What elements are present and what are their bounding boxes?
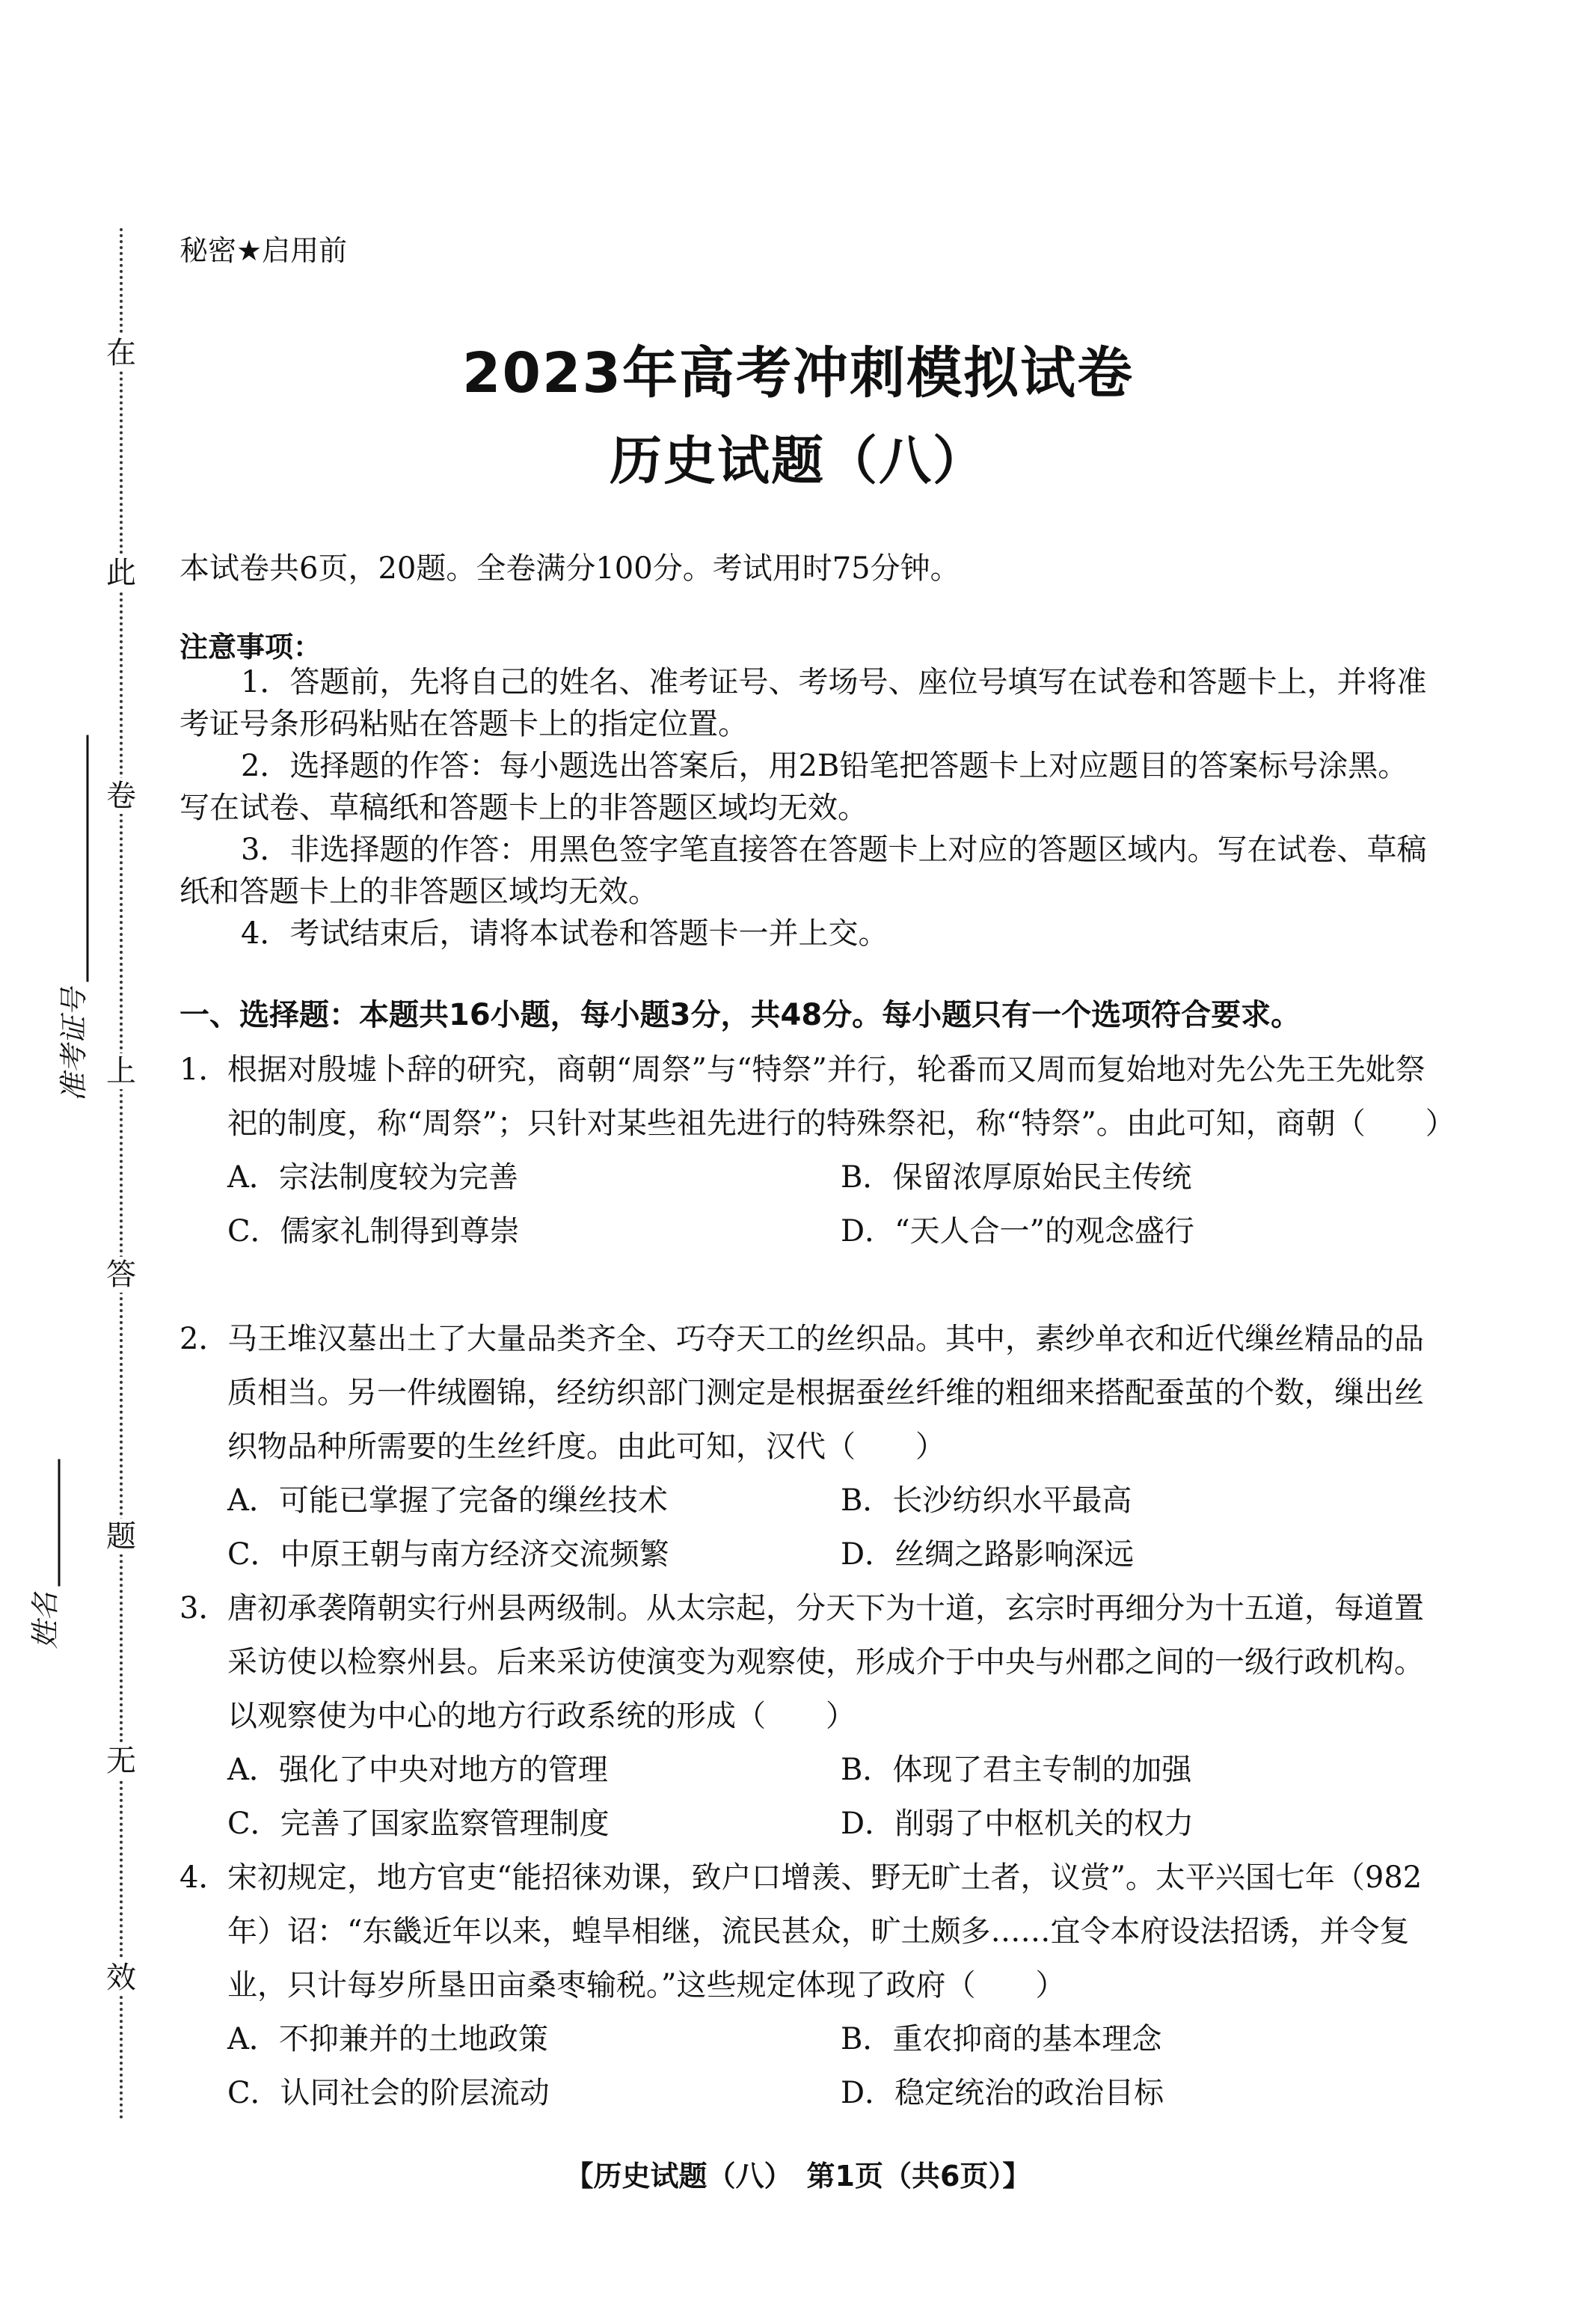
exam-id-line (64, 735, 89, 981)
name-label: 姓名 (28, 1592, 62, 1649)
option-a: A．宗法制度较为完善 (227, 1160, 518, 1195)
option-c: C．认同社会的阶层流动 (227, 2076, 550, 2110)
question-3 (179, 1581, 1443, 1851)
option-d: D．稳定统治的政治目标 (841, 2076, 1164, 2110)
notice-item-1: 1．答题前，先将自己的姓名、准考证号、考场号、座位号填写在试卷和答题卡上，并将准考证号条形码粘贴在答题卡上的指定位置。 (179, 665, 1427, 741)
margin-char-8: 效 (106, 1961, 136, 1995)
page-footer: 【历史试题（八） 第1页（共6页）】 (565, 2160, 1031, 2193)
exam-subtitle: 历史试题（八） (610, 430, 986, 491)
question-number: 4． (179, 1860, 229, 1895)
margin-char-6: 题 (106, 1519, 136, 1554)
question-number: 2． (179, 1322, 229, 1356)
binding-dotted-line (120, 228, 123, 2121)
option-d: D．“天人合一”的观念盛行 (841, 1214, 1194, 1249)
question-1 (179, 1043, 1455, 1258)
name-line (36, 1459, 61, 1586)
margin-char-5: 答 (106, 1257, 136, 1292)
option-d: D．丝绸之路影响深远 (841, 1537, 1135, 1572)
option-c: C．中原王朝与南方经济交流频繁 (227, 1537, 669, 1572)
notice-item-4: 4．考试结束后，请将本试卷和答题卡一并上交。 (241, 916, 888, 951)
question-stem: 宋初规定，地方官吏“能招徕劝课，致户口增羡、野无旷土者，议赏”。太平兴国七年（982年）诏：“东畿近年以来，蝗旱相继，流民甚众，旷土颇多……宜令本府设法招诱，并令复业，只计每岁所垦田亩桑枣输税。”这些规定体现了政府（ ） (227, 1860, 1422, 2003)
margin-char-7: 无 (106, 1744, 136, 1778)
margin-char-3: 卷 (106, 779, 136, 813)
margin-char-4: 上 (106, 1054, 136, 1088)
question-number: 1． (179, 1053, 229, 1087)
option-d: D．削弱了中枢机关的权力 (841, 1807, 1194, 1841)
exam-intro: 本试卷共6页，20题。全卷满分100分。考试用时75分钟。 (179, 551, 960, 586)
option-c: C．儒家礼制得到尊崇 (227, 1214, 520, 1249)
secret-label: 秘密★启用前 (179, 234, 348, 267)
option-a: A．可能已掌握了完备的缫丝技术 (227, 1483, 668, 1518)
question-stem: 马王堆汉墓出土了大量品类齐全、巧夺天工的丝织品。其中，素纱单衣和近代缫丝精品的品质相当。另一件绒圈锦，经纺织部门测定是根据蚕丝纤维的粗细来搭配蚕茧的个数，缫出丝织物品种所需要的生丝纤度。由此可知，汉代（ ） (227, 1322, 1424, 1464)
notice-heading: 注意事项： (179, 631, 322, 664)
option-a: A．不抑兼并的土地政策 (227, 2022, 548, 2056)
exam-title: 2023年高考冲刺模拟试卷 (462, 341, 1134, 405)
notice-list (179, 661, 1436, 955)
exam-id-field[interactable] (51, 735, 92, 1101)
question-number: 3． (179, 1591, 229, 1626)
exam-id-label: 准考证号 (57, 987, 90, 1102)
margin-char-1: 在 (106, 336, 136, 370)
question-2 (179, 1312, 1443, 1581)
question-stem: 根据对殷墟卜辞的研究，商朝“周祭”与“特祭”并行，轮番而又周而复始地对先公先王先妣祭祀的制度，称“周祭”；只针对某些祖先进行的特殊祭祀，称“特祭”。由此可知，商朝（ ） (227, 1053, 1455, 1141)
question-stem: 唐初承袭隋朝实行州县两级制。从太宗起，分天下为十道，玄宗时再细分为十五道，每道置采访使以检察州县。后来采访使演变为观察使，形成介于中央与州郡之间的一级行政机构。以观察使为中心的地方行政系统的形成（ ） (227, 1591, 1424, 1733)
name-field[interactable] (22, 1459, 64, 1649)
option-b: B．长沙纺织水平最高 (841, 1483, 1132, 1518)
option-b: B．重农抑商的基本理念 (841, 2022, 1162, 2056)
option-c: C．完善了国家监察管理制度 (227, 1807, 610, 1841)
notice-item-3: 3．非选择题的作答：用黑色签字笔直接答在答题卡上对应的答题区域内。写在试卷、草稿纸和答题卡上的非答题区域均无效。 (179, 833, 1427, 909)
margin-char-2: 此 (106, 556, 136, 590)
notice-item-2: 2．选择题的作答：每小题选出答案后，用2B铅笔把答题卡上对应题目的答案标号涂黑。写在试卷、草稿纸和答题卡上的非答题区域均无效。 (179, 749, 1408, 825)
option-b: B．体现了君主专制的加强 (841, 1753, 1192, 1787)
option-b: B．保留浓厚原始民主传统 (841, 1160, 1192, 1195)
section-title: 一、选择题：本题共16小题，每小题3分，共48分。每小题只有一个选项符合要求。 (179, 998, 1301, 1032)
question-4 (179, 1851, 1443, 2120)
option-a: A．强化了中央对地方的管理 (227, 1753, 608, 1787)
